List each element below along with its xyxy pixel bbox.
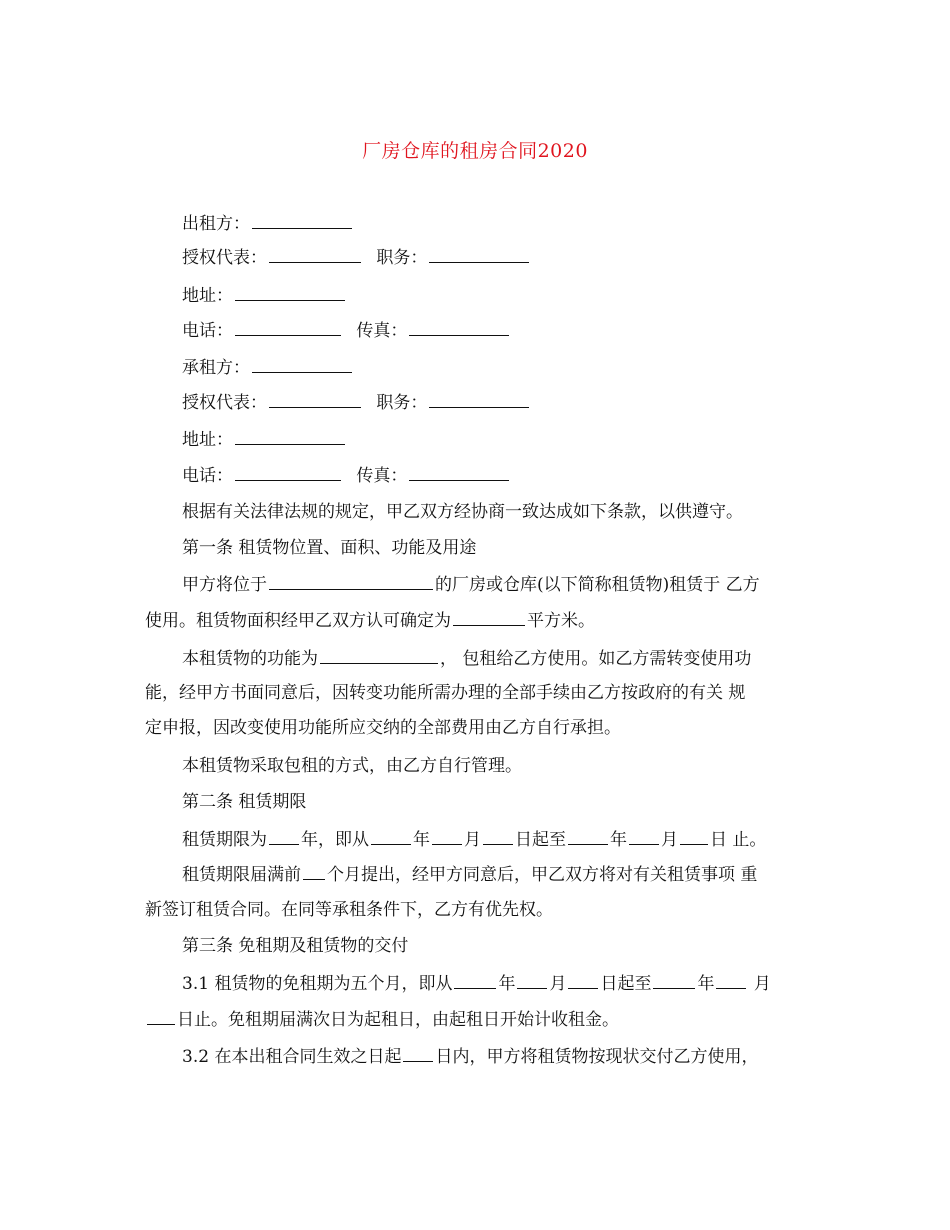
lessor-line (182, 210, 354, 236)
article3-p1-line1 (182, 970, 771, 996)
end-month-blank (629, 826, 659, 845)
article3-p2 (182, 1043, 758, 1069)
article1-p2-text: ， 包租给乙方使用。如乙方需转变使用功 (440, 649, 752, 669)
intro-paragraph: 根据有关法律法规的规定，甲乙双方经协商一致达成如下条款，以供遵守。 (182, 502, 743, 522)
article1-heading: 第一条 租赁物位置、面积、功能及用途 (182, 538, 477, 558)
lessee-label: 承租方： (182, 358, 250, 378)
free-end-day-blank (147, 1006, 175, 1025)
lessee-phone-label: 电话： (182, 466, 233, 486)
lessee-position-blank (429, 389, 529, 408)
article2-heading: 第二条 租赁期限 (182, 792, 307, 812)
free-start-month-blank (517, 970, 547, 989)
lessor-position-blank (429, 244, 529, 263)
article2-p1-text: 租赁期限为 (182, 830, 267, 850)
article3-p1-text: 年 (498, 974, 516, 994)
start-month-blank (432, 826, 462, 845)
lessee-phone-line (182, 462, 511, 488)
document-title: 厂房仓库的租房合同2020 (362, 140, 588, 162)
free-end-month-blank (716, 970, 746, 989)
article3-p1-line2 (145, 1006, 619, 1032)
lessor-phone-line (182, 317, 511, 343)
lessee-blank (252, 354, 352, 373)
article2-p1-text: 日起至 (515, 830, 566, 850)
article2-p1-text: 年 (610, 830, 627, 850)
lessee-address-line (182, 426, 347, 452)
lessor-label: 出租方： (182, 214, 250, 234)
lessor-rep-label: 授权代表： (182, 248, 267, 268)
article3-p1-text: 日止。免租期届满次日为起租日，由起租日开始计收租金。 (177, 1010, 619, 1030)
article3-p1-text: 年 (697, 974, 715, 994)
article1-p1-text: 使用。租赁物面积经甲乙双方认可确定为 (145, 611, 451, 631)
lessor-blank (252, 210, 352, 229)
area-blank (453, 607, 525, 626)
lessor-address-label: 地址： (182, 286, 233, 306)
lessee-rep-line (182, 389, 531, 415)
article1-p1-line2 (145, 607, 595, 633)
lessee-line (182, 354, 354, 380)
lessor-address-line (182, 282, 347, 308)
article1-p1-text: 的厂房或仓库(以下简称租赁物)租赁于 乙方 (435, 575, 760, 595)
article3-p1-text: 月 (549, 974, 567, 994)
article2-p1-text: 年，即从 (301, 830, 369, 850)
article3-p1-text: 3.1 租赁物的免租期为五个月，即从 (182, 974, 453, 994)
article3-p2-text: 日内，甲方将租赁物按现状交付乙方使用， (435, 1047, 759, 1067)
article1-p2-line1 (182, 645, 751, 671)
lessor-address-blank (235, 282, 345, 301)
delivery-days-blank (403, 1043, 433, 1062)
article1-p2-text: 本租赁物的功能为 (182, 649, 318, 669)
lessor-fax-label: 传真： (356, 321, 408, 341)
lessor-rep-line (182, 244, 531, 270)
location-blank (269, 571, 433, 590)
article2-p1-text: 月 (464, 830, 481, 850)
article2-p1 (182, 826, 766, 852)
lessee-address-label: 地址： (182, 430, 233, 450)
article2-p2-line2: 新签订租赁合同。在同等承租条件下，乙方有优先权。 (145, 900, 553, 920)
article2-p1-text: 日 止。 (710, 830, 767, 850)
article2-p1-text: 月 (661, 830, 678, 850)
lessor-phone-blank (235, 317, 341, 336)
article1-p1-text: 平方米。 (527, 611, 595, 631)
end-day-blank (680, 826, 708, 845)
start-year-blank (371, 826, 411, 845)
lessor-position-label: 职务： (376, 248, 428, 268)
years-blank (269, 826, 299, 845)
article3-p2-text: 3.2 在本出租合同生效之日起 (182, 1047, 402, 1067)
lessee-rep-label: 授权代表： (182, 393, 267, 413)
article1-p1-text: 甲方将位于 (182, 575, 267, 595)
lessor-phone-label: 电话： (182, 321, 233, 341)
free-end-year-blank (653, 970, 695, 989)
article2-p2-text: 租赁期限届满前 (182, 865, 301, 885)
lessee-rep-blank (269, 389, 361, 408)
months-blank (303, 861, 325, 880)
article3-p1-text: 月 (748, 974, 771, 994)
function-blank (320, 645, 438, 664)
article2-p2-line1 (182, 861, 757, 887)
article1-p1-line1 (182, 571, 760, 597)
end-year-blank (568, 826, 608, 845)
lessee-fax-label: 传真： (356, 466, 408, 486)
article2-p2-text: 个月提出，经甲方同意后，甲乙双方将对有关租赁事项 重 (327, 865, 758, 885)
article1-p2-line2: 能，经甲方书面同意后，因转变功能所需办理的全部手续由乙方按政府的有关 规 (145, 683, 746, 703)
article3-heading: 第三条 免租期及租赁物的交付 (182, 936, 409, 956)
free-start-day-blank (568, 970, 598, 989)
article3-p1-text: 日起至 (600, 974, 652, 994)
lessee-address-blank (235, 426, 345, 445)
lessee-phone-blank (235, 462, 341, 481)
start-day-blank (483, 826, 513, 845)
lessee-fax-blank (409, 462, 509, 481)
article2-p1-text: 年 (413, 830, 430, 850)
free-start-year-blank (454, 970, 496, 989)
article1-p3: 本租赁物采取包租的方式，由乙方自行管理。 (182, 756, 522, 776)
lessor-fax-blank (409, 317, 509, 336)
lessor-rep-blank (269, 244, 361, 263)
lessee-position-label: 职务： (376, 393, 428, 413)
article1-p2-line3: 定申报，因改变使用功能所应交纳的全部费用由乙方自行承担。 (145, 718, 621, 738)
